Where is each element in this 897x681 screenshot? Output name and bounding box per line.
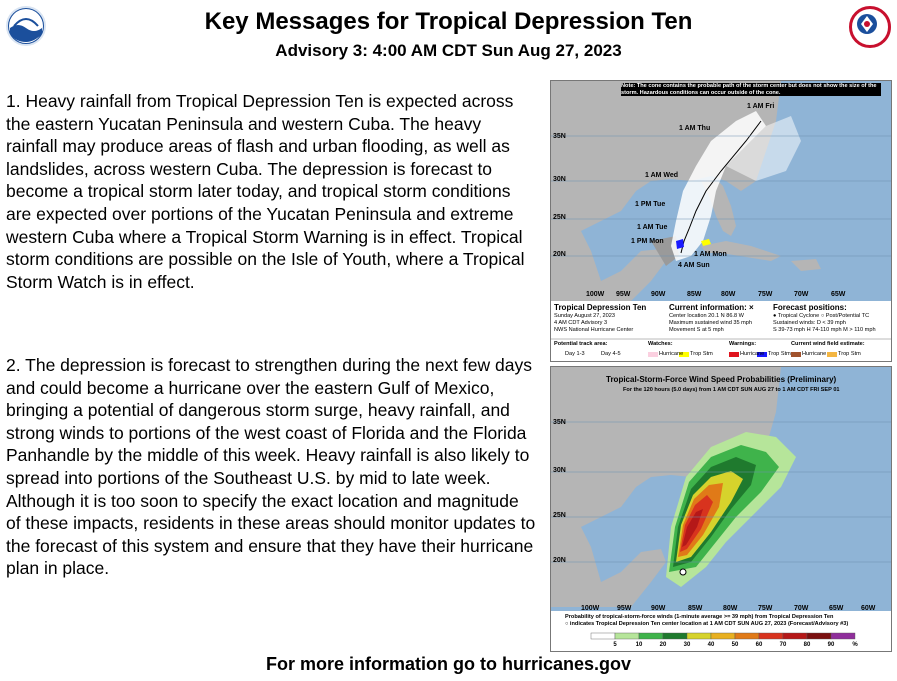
key-message-2: 2. The depression is forecast to strengthen during the next few days and could become a hurricane over the eastern Gulf of Mexico, bringing a potential of dangerous storm surge, heavy rainfall, and strong winds to portions of the west coast of Florida and the Florida Panhandle by the middle of this week. Heavy rainfall is also likely to spread into portions of the Southeast U.S. by mid to late week. Although it is too soon to specify the exact location and magnitude of these impacts, residents in these areas should monitor updates to the forecast of this system and ensure that they have their hurricane plan in place. (6, 355, 536, 579)
lat-label: 25N (553, 214, 566, 221)
wind-field-title: Current wind field estimate: (791, 341, 865, 347)
lon-label: 80W (723, 605, 738, 612)
scale-label: % (852, 642, 858, 648)
page-title: Key Messages for Tropical Depression Ten (204, 8, 693, 35)
wind-title: Tropical-Storm-Force Wind Speed Probabilities (Preliminary) (606, 375, 837, 384)
scale-swatch (783, 633, 807, 639)
storm-info-line: NWS National Hurricane Center (554, 327, 634, 333)
wind-field-item: Trop Stm (838, 351, 861, 357)
scale-swatch (735, 633, 759, 639)
positions-line: S 39-73 mph H 74-110 mph M > 110 mph (773, 327, 876, 333)
track-area-item: Day 1-3 (565, 351, 585, 357)
lon-label: 95W (617, 605, 632, 612)
scale-swatch (639, 633, 663, 639)
lon-label: 60W (861, 605, 876, 612)
current-info-line: Movement S at 5 mph (669, 327, 724, 333)
lon-label: 85W (688, 605, 703, 612)
wind-field-item: Hurricane (802, 351, 827, 357)
scale-label: 50 (731, 642, 739, 648)
advisory-subtitle: Advisory 3: 4:00 AM CDT Sun Aug 27, 2023 (275, 41, 622, 60)
lon-label: 90W (651, 291, 666, 298)
cone-map-panel (550, 80, 892, 362)
lon-label: 70W (794, 605, 809, 612)
current-info-line: Maximum sustained wind 35 mph (669, 320, 753, 326)
track-label: 1 AM Tue (637, 224, 668, 231)
track-label: 1 PM Tue (635, 201, 666, 208)
wind-caption: ○ indicates Tropical Depression Ten center location at 1 AM CDT SUN AUG 27, 2023 (Forecast/Advisory #3) (565, 621, 849, 627)
scale-label: 30 (683, 642, 691, 648)
scale-swatch (687, 633, 711, 639)
lat-label: 25N (553, 512, 566, 519)
track-label: 1 PM Mon (631, 238, 664, 245)
lon-label: 65W (831, 291, 846, 298)
track-area-title: Potential track area: (554, 341, 608, 347)
lon-label: 75W (758, 291, 773, 298)
lon-label: 95W (616, 291, 631, 298)
wind-subtitle: For the 120 hours (5.0 days) from 1 AM CDT SUN AUG 27 to 1 AM CDT FRI SEP 01 (623, 387, 840, 393)
wind-probability-panel (550, 366, 892, 652)
watches-item: Trop Stm (690, 351, 713, 357)
scale-swatch (711, 633, 735, 639)
positions-line: ● Tropical Cyclone ○ Post/Potential TC (773, 313, 870, 319)
lon-label: 75W (758, 605, 773, 612)
watches-item: Hurricane (659, 351, 684, 357)
lat-label: 35N (553, 419, 566, 426)
lat-label: 30N (553, 467, 566, 474)
scale-swatch (663, 633, 687, 639)
scale-label: 80 (803, 642, 811, 648)
footer-link-text: For more information go to hurricanes.gov (265, 654, 632, 674)
scale-swatch (615, 633, 639, 639)
scale-label: 90 (827, 642, 835, 648)
lat-label: 30N (553, 176, 566, 183)
lat-label: 20N (553, 251, 566, 258)
positions-title: Forecast positions: (773, 303, 847, 312)
scale-label: 60 (755, 642, 763, 648)
storm-name: Tropical Depression Ten (554, 303, 647, 312)
storm-info-line: 4 AM CDT Advisory 3 (554, 320, 608, 326)
current-info-title: Current information: × (669, 303, 754, 312)
scale-swatch (759, 633, 783, 639)
scale-label: 40 (707, 642, 715, 648)
current-info-line: Center location 20.1 N 86.8 W (669, 313, 744, 319)
track-label: 1 AM Wed (645, 172, 679, 179)
warnings-title: Warnings: (729, 341, 757, 347)
lon-label: 100W (581, 605, 600, 612)
scale-label: 10 (635, 642, 643, 648)
track-label: 1 AM Mon (694, 251, 727, 258)
scale-swatch (591, 633, 615, 639)
lon-label: 90W (651, 605, 666, 612)
lon-label: 85W (687, 291, 702, 298)
scale-swatch (831, 633, 855, 639)
lon-label: 80W (721, 291, 736, 298)
lon-label: 65W (829, 605, 844, 612)
scale-label: 5 (613, 642, 617, 648)
watches-title: Watches: (648, 341, 673, 347)
lon-label: 70W (794, 291, 809, 298)
track-area-item: Day 4-5 (601, 351, 621, 357)
positions-line: Sustained winds: D < 39 mph (773, 320, 846, 326)
scale-swatch (807, 633, 831, 639)
track-label: 1 AM Fri (747, 103, 775, 110)
warnings-item: Trop Stm (768, 351, 791, 357)
key-message-1: 1. Heavy rainfall from Tropical Depression Ten is expected across the eastern Yucatan Peninsula and western Cuba. The heavy rainfall may produce areas of flash and urban flooding, as well as landslides, across western Cuba. The depression is forecast to become a tropical storm later today, and tropical storm conditions are expected over portions of the Yucatan Peninsula and extreme western Cuba where a Tropical Storm Warning is in effect. Tropical storm conditions are possible on the Isle of Youth, where a Tropical Storm Watch is in effect. (6, 91, 525, 292)
scale-label: 20 (659, 642, 667, 648)
lat-label: 35N (553, 133, 566, 140)
cone-note: Note: The cone contains the probable path of the storm center but does not show the size of the storm. Hazardous conditions can occur outside of the cone. (621, 83, 881, 96)
track-label: 4 AM Sun (678, 262, 710, 269)
lon-label: 100W (586, 291, 605, 298)
warnings-item: Hurricane (740, 351, 765, 357)
lat-label: 20N (553, 557, 566, 564)
storm-info-line: Sunday August 27, 2023 (554, 313, 615, 319)
wind-caption: Probability of tropical-storm-force winds (1-minute average >= 39 mph) from Tropical Depression Ten (565, 614, 834, 620)
track-label: 1 AM Thu (679, 125, 711, 132)
scale-label: 70 (779, 642, 787, 648)
